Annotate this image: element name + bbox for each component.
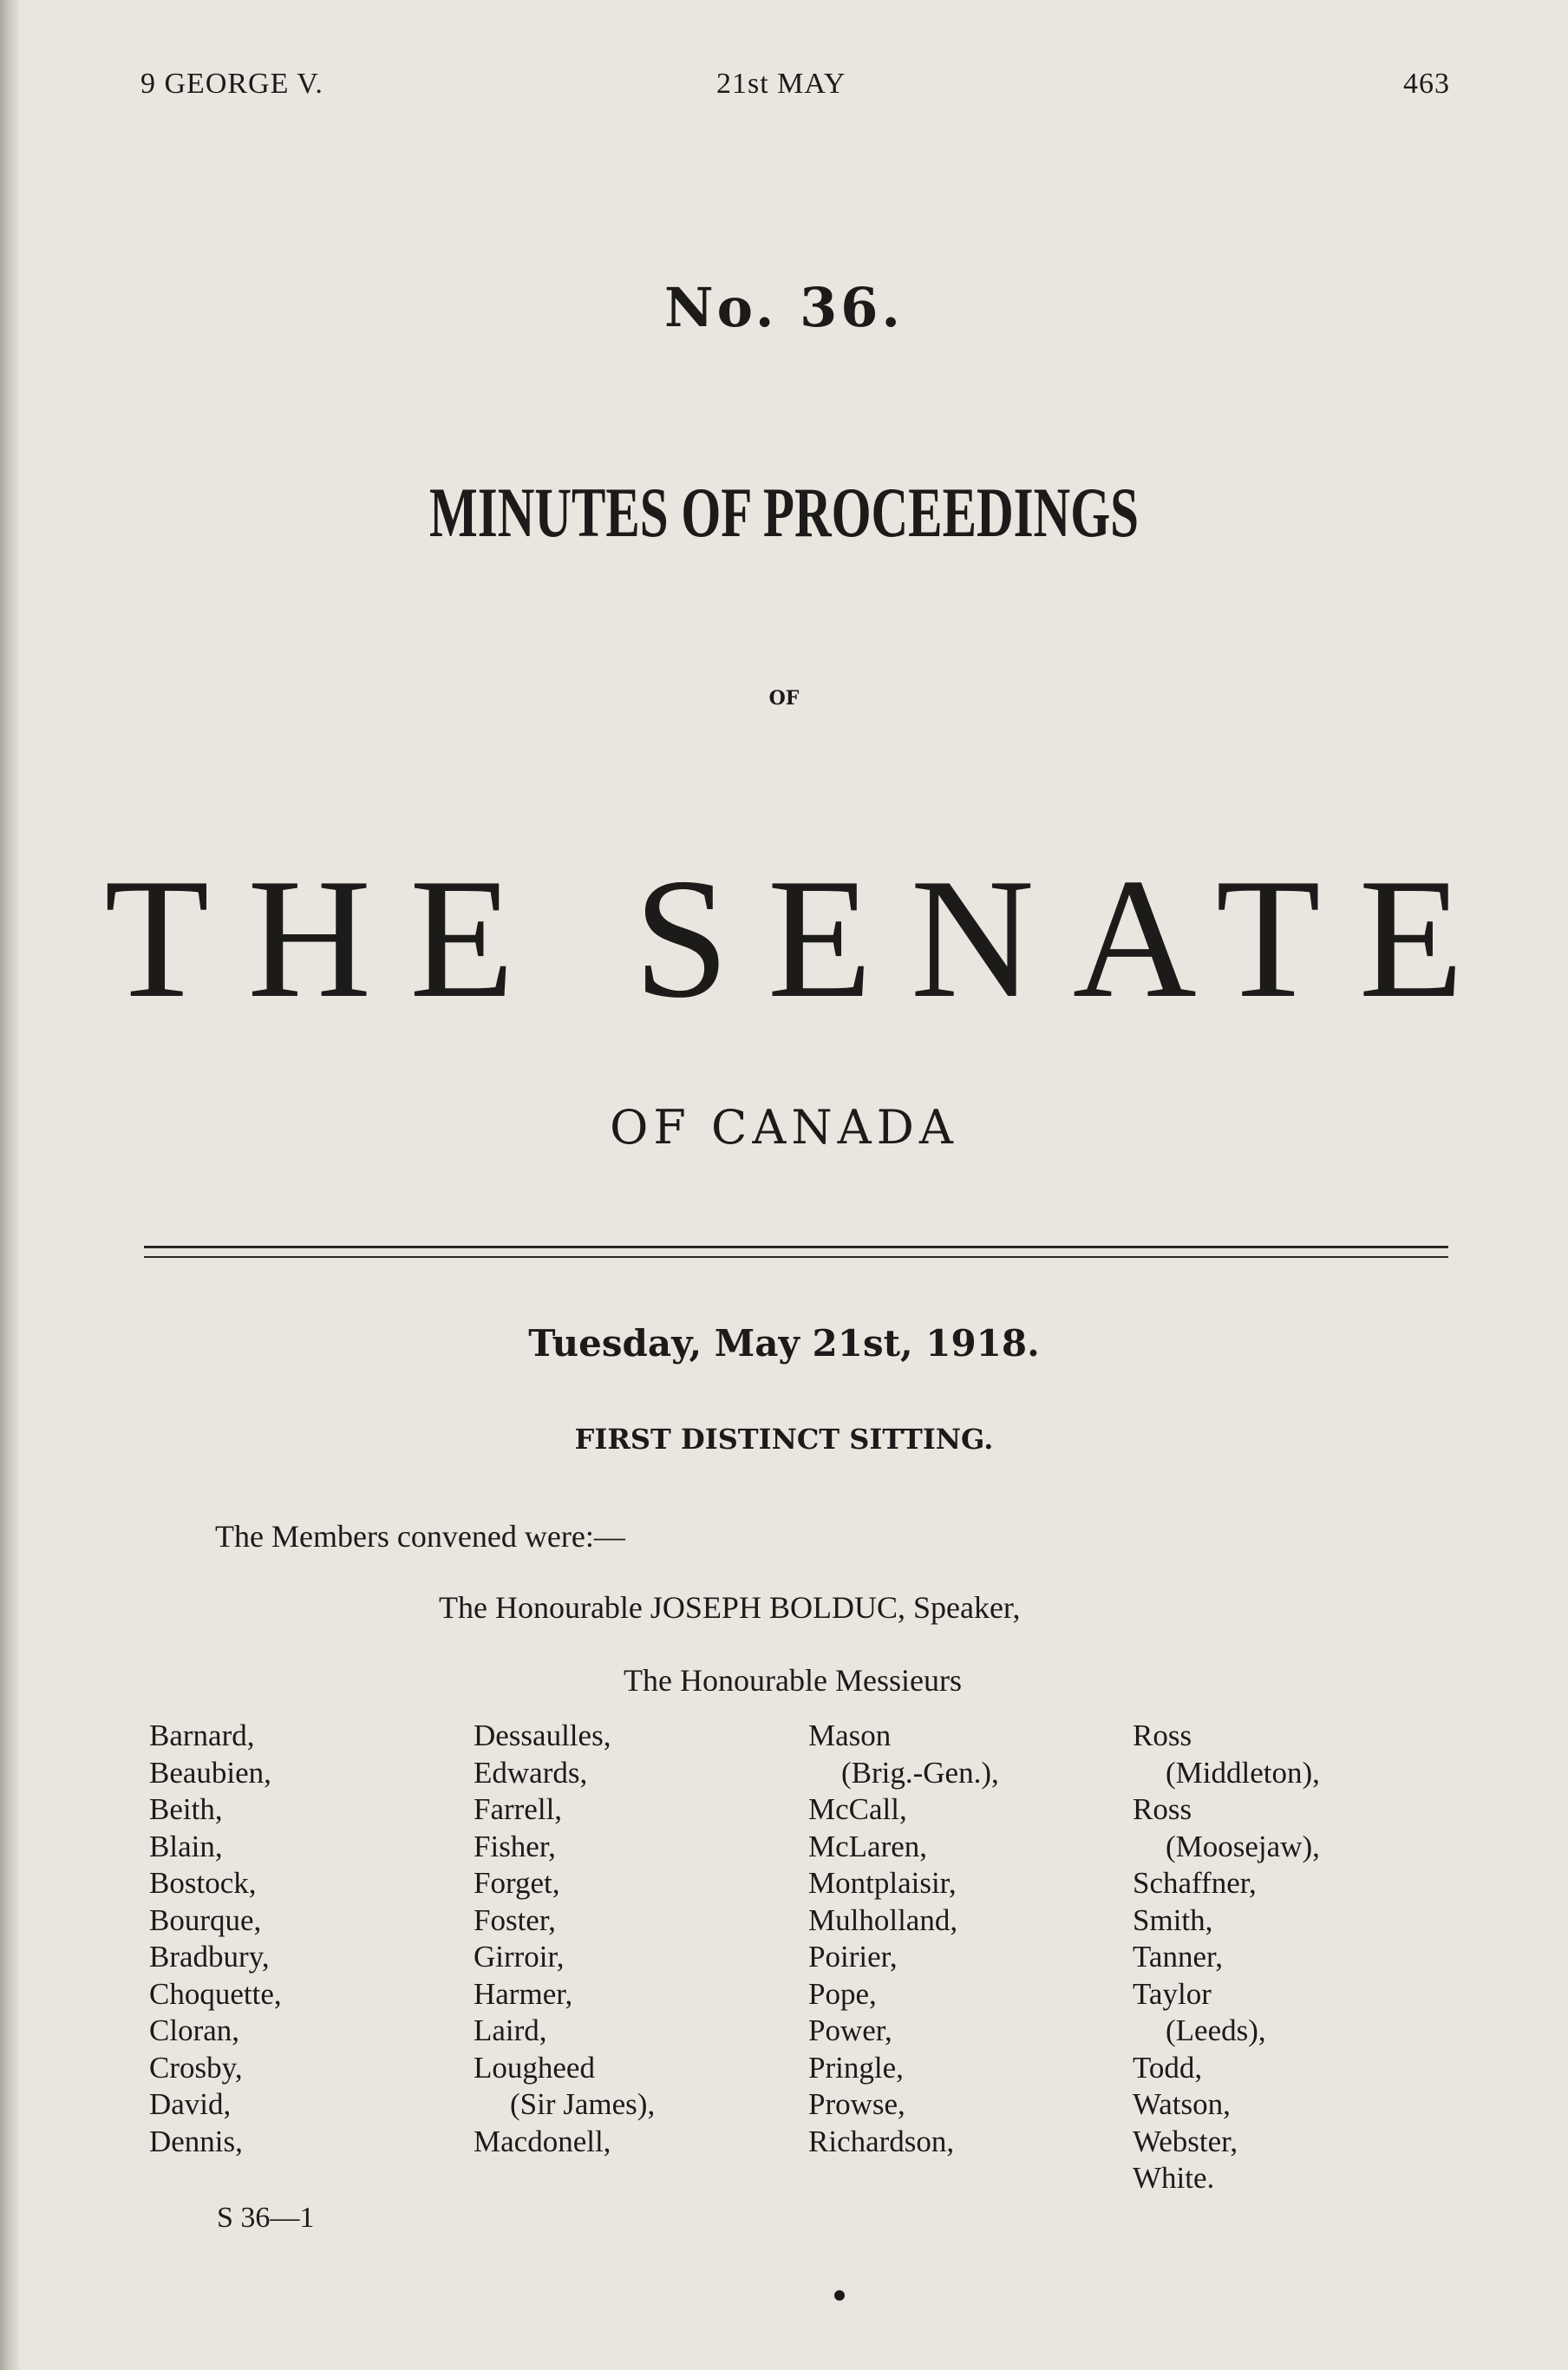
member-name: Smith, (1133, 1902, 1213, 1937)
member-name: Tanner, (1133, 1940, 1224, 1974)
double-rule-bottom (144, 1256, 1448, 1258)
speaker-line: The Honourable JOSEPH BOLDUC, Speaker, (439, 1590, 1021, 1625)
ink-speck (834, 2290, 845, 2301)
member-name: Choquette, (149, 1976, 282, 2011)
member-name: McCall, (808, 1792, 907, 1826)
members-intro: The Members convened were:— (215, 1519, 625, 1554)
member-name: Dennis, (149, 2124, 243, 2158)
member-name: Fisher, (474, 1829, 556, 1863)
members-column-2 (474, 1718, 655, 2160)
member-name-qualifier: (Moosejaw), (1166, 1829, 1320, 1863)
member-name-qualifier: (Brig.-Gen.), (841, 1755, 999, 1790)
printer-signature-mark: S 36—1 (217, 2202, 315, 2234)
double-rule-top (144, 1246, 1448, 1248)
member-name-qualifier: (Sir James), (510, 2087, 656, 2121)
binding-gutter (0, 0, 19, 2370)
member-name: Bradbury, (149, 1940, 270, 1974)
member-name: Schaffner, (1133, 1866, 1257, 1900)
messieurs-heading: The Honourable Messieurs (624, 1663, 962, 1698)
senate-title: THE SENATE (104, 843, 1502, 1033)
member-name: Cloran, (149, 2013, 240, 2047)
issue-number: No. 36. (664, 276, 904, 339)
member-name: Pringle, (808, 2050, 904, 2085)
member-name: David, (149, 2087, 232, 2121)
member-name: Foster, (474, 1902, 556, 1937)
member-name: Bourque, (149, 1902, 262, 1937)
of-connector: OF (768, 687, 800, 710)
member-name-qualifier: (Leeds), (1166, 2013, 1266, 2047)
minutes-title: MINUTES OF PROCEEDINGS (429, 473, 1139, 552)
member-name: Girroir, (474, 1940, 565, 1974)
member-name: Bostock, (149, 1866, 257, 1900)
member-name: Ross (1133, 1719, 1192, 1752)
member-name: Taylor (1133, 1976, 1212, 2011)
member-name-qualifier: (Middleton), (1166, 1755, 1320, 1790)
member-name: Beith, (149, 1792, 223, 1826)
member-name: Edwards, (474, 1755, 588, 1790)
members-column-3 (808, 1718, 999, 2160)
member-name: Ross (1133, 1792, 1192, 1826)
member-name: Pope, (808, 1976, 877, 2011)
member-name: Mason (808, 1719, 892, 1752)
member-name: Webster, (1133, 2124, 1238, 2158)
member-name: Power, (808, 2013, 892, 2047)
member-name: Barnard, (149, 1719, 255, 1752)
member-name: Forget, (474, 1866, 560, 1900)
member-name: Dessaulles, (474, 1719, 611, 1752)
member-name: Lougheed (474, 2050, 595, 2085)
member-name: Todd, (1133, 2050, 1203, 2085)
members-column-4 (1133, 1718, 1320, 2197)
member-name: Harmer, (474, 1976, 573, 2011)
member-name: Watson, (1133, 2087, 1231, 2121)
sitting-heading: FIRST DISTINCT SITTING. (574, 1423, 994, 1456)
member-name: Prowse, (808, 2087, 905, 2121)
member-name: Beaubien, (149, 1755, 271, 1790)
members-column-1 (149, 1718, 282, 2160)
member-name: Poirier, (808, 1940, 898, 1974)
sitting-date: Tuesday, May 21st, 1918. (528, 1322, 1040, 1365)
running-head-date: 21st MAY (716, 68, 846, 100)
member-name: Crosby, (149, 2050, 243, 2085)
member-name: McLaren, (808, 1829, 928, 1863)
member-name: Montplaisir, (808, 1866, 957, 1900)
member-name: Macdonell, (474, 2124, 611, 2158)
page-number: 463 (1403, 68, 1450, 100)
member-name: Blain, (149, 1829, 223, 1863)
running-head-left: 9 GEORGE V. (140, 68, 323, 100)
member-name: Farrell, (474, 1792, 563, 1826)
member-name: Mulholland, (808, 1902, 958, 1937)
of-canada-title: OF CANADA (610, 1100, 958, 1155)
member-name: Laird, (474, 2013, 547, 2047)
member-name: Richardson, (808, 2124, 955, 2158)
member-name: White. (1133, 2161, 1215, 2195)
